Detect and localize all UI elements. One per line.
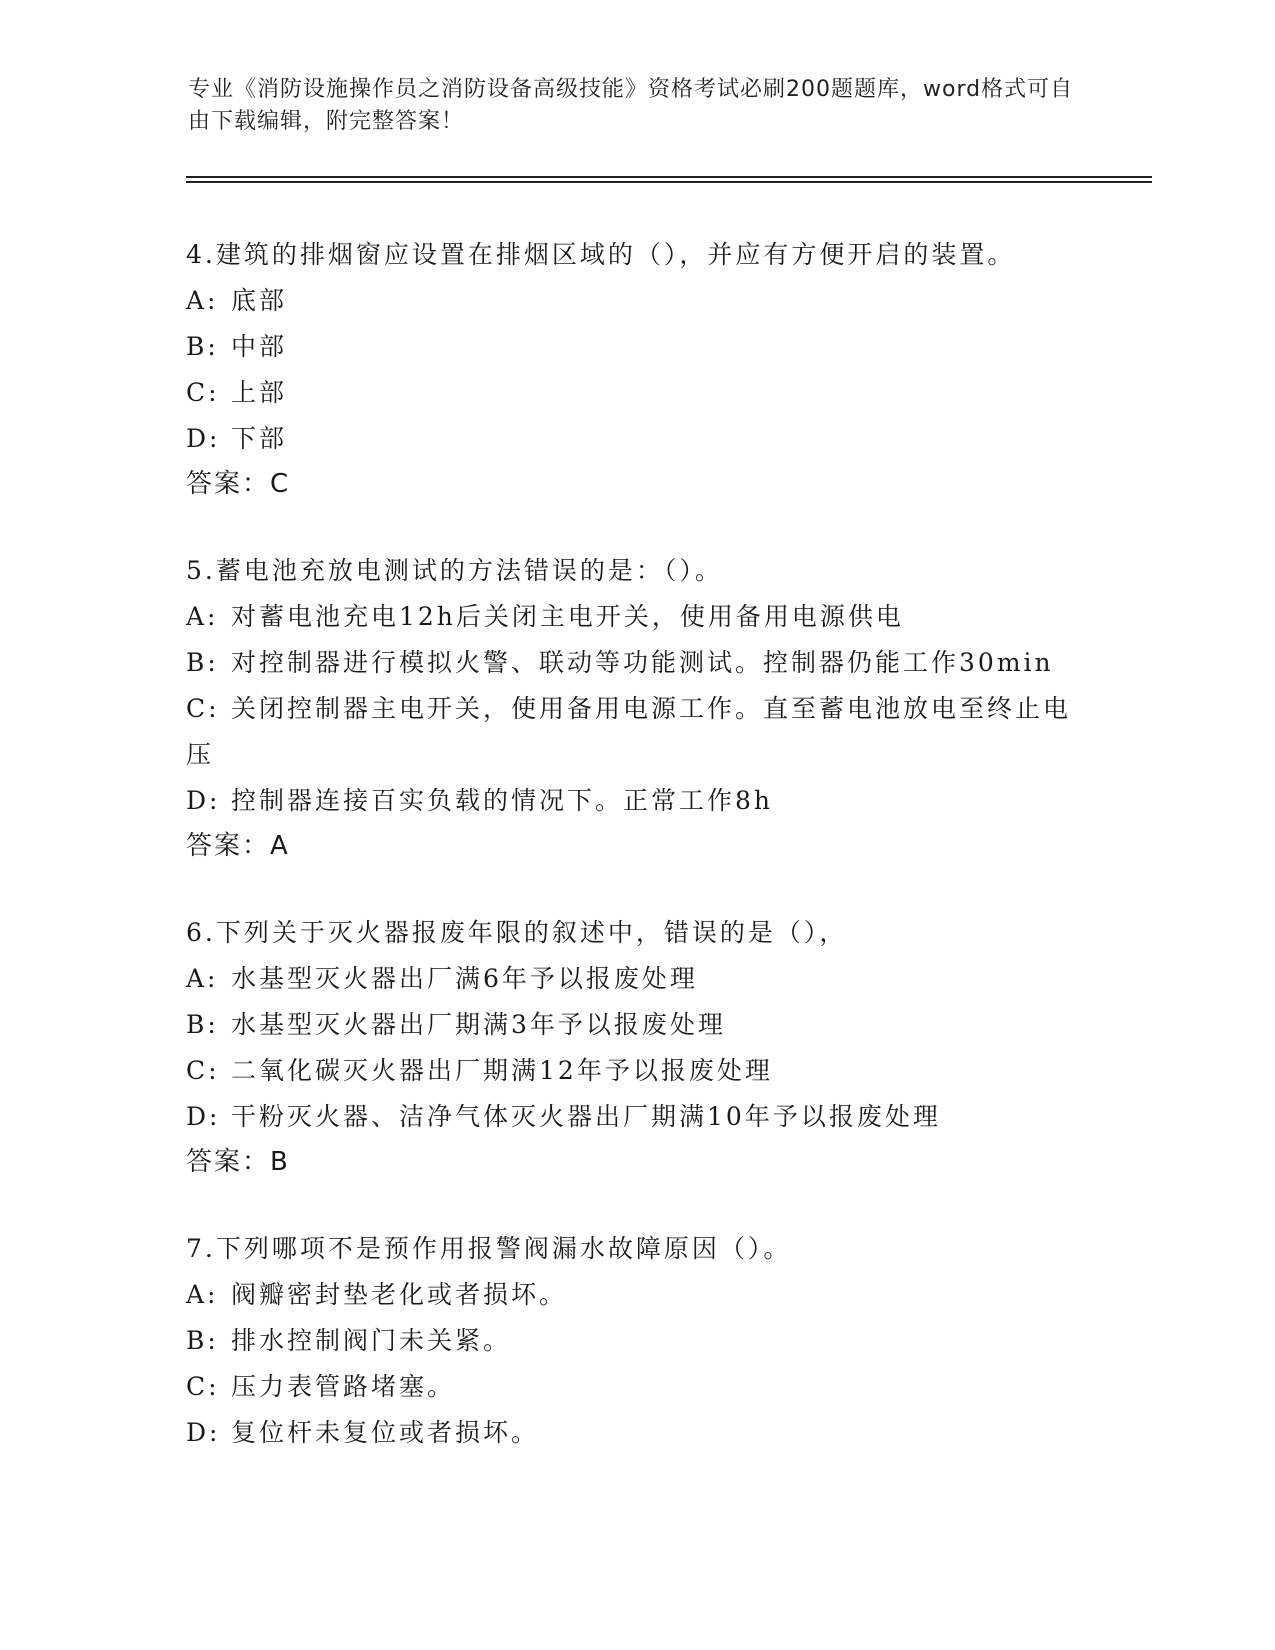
answer-label: 答案： bbox=[186, 831, 271, 861]
question-6 bbox=[186, 910, 1086, 1184]
option-letter: D: bbox=[186, 424, 221, 453]
option-text: 水基型灭火器出厂满6年予以报废处理 bbox=[231, 964, 698, 993]
question-7 bbox=[186, 1226, 1086, 1456]
option-letter: C: bbox=[186, 1056, 220, 1085]
option-text: 压力表管路堵塞。 bbox=[231, 1372, 456, 1401]
answer-line bbox=[186, 462, 1086, 506]
option-b bbox=[186, 640, 1086, 686]
question-stem: 5.蓄电池充放电测试的方法错误的是：（）。 bbox=[186, 556, 723, 585]
question-list bbox=[186, 232, 1086, 1498]
option-text: 复位杆未复位或者损坏。 bbox=[231, 1418, 540, 1447]
option-text: 阀瓣密封垫老化或者损坏。 bbox=[231, 1280, 568, 1309]
document-header: 专业《消防设施操作员之消防设备高级技能》资格考试必刷200题题库，word格式可自由下载编辑，附完整答案！ bbox=[188, 77, 1074, 134]
option-letter: D: bbox=[186, 1418, 221, 1447]
question-4 bbox=[186, 232, 1086, 506]
option-c bbox=[186, 686, 1086, 778]
option-letter: A: bbox=[186, 286, 219, 315]
option-text: 对控制器进行模拟火警、联动等功能测试。控制器仍能工作30min bbox=[231, 648, 1054, 677]
answer-label: 答案： bbox=[186, 469, 271, 499]
option-text: 二氧化碳灭火器出厂期满12年予以报废处理 bbox=[231, 1056, 773, 1085]
option-text: 上部 bbox=[231, 378, 288, 407]
option-d bbox=[186, 416, 1086, 462]
header-rule-top bbox=[186, 176, 1152, 178]
option-letter: B: bbox=[186, 332, 219, 361]
option-text: 关闭控制器主电开关，使用备用电源工作。直至蓄电池放电至终止电压 bbox=[186, 694, 1072, 769]
option-text: 排水控制阀门未关紧。 bbox=[231, 1326, 512, 1355]
option-b bbox=[186, 1002, 1086, 1048]
option-letter: A: bbox=[186, 602, 219, 631]
option-letter: B: bbox=[186, 648, 219, 677]
option-d bbox=[186, 1094, 1086, 1140]
option-c bbox=[186, 1048, 1086, 1094]
option-letter: C: bbox=[186, 694, 220, 723]
option-text: 底部 bbox=[231, 286, 288, 315]
answer-value: C bbox=[270, 469, 291, 499]
option-d bbox=[186, 1410, 1086, 1456]
answer-value: B bbox=[270, 1147, 290, 1177]
option-text: 中部 bbox=[231, 332, 288, 361]
option-a bbox=[186, 594, 1086, 640]
option-d bbox=[186, 778, 1086, 824]
option-b bbox=[186, 324, 1086, 370]
option-c bbox=[186, 1364, 1086, 1410]
option-letter: A: bbox=[186, 964, 219, 993]
option-b bbox=[186, 1318, 1086, 1364]
answer-value: A bbox=[270, 831, 290, 861]
option-letter: C: bbox=[186, 1372, 220, 1401]
option-letter: C: bbox=[186, 378, 220, 407]
option-letter: B: bbox=[186, 1326, 219, 1355]
header-rule-bottom bbox=[186, 181, 1152, 183]
answer-line bbox=[186, 824, 1086, 868]
option-text: 对蓄电池充电12h后关闭主电开关，使用备用电源供电 bbox=[231, 602, 904, 631]
option-text: 下部 bbox=[231, 424, 288, 453]
option-text: 水基型灭火器出厂期满3年予以报废处理 bbox=[231, 1010, 726, 1039]
option-a bbox=[186, 1272, 1086, 1318]
option-text: 干粉灭火器、洁净气体灭火器出厂期满10年予以报废处理 bbox=[231, 1102, 941, 1131]
answer-label: 答案： bbox=[186, 1147, 271, 1177]
option-text: 控制器连接百实负载的情况下。正常工作8h bbox=[231, 786, 774, 815]
answer-line bbox=[186, 1140, 1086, 1184]
option-a bbox=[186, 278, 1086, 324]
option-letter: D: bbox=[186, 786, 221, 815]
option-letter: B: bbox=[186, 1010, 219, 1039]
question-stem: 6.下列关于灭火器报废年限的叙述中，错误的是（）， bbox=[186, 918, 848, 947]
question-stem: 7.下列哪项不是预作用报警阀漏水故障原因（）。 bbox=[186, 1234, 792, 1263]
question-stem: 4.建筑的排烟窗应设置在排烟区域的（），并应有方便开启的装置。 bbox=[186, 240, 1016, 269]
option-letter: D: bbox=[186, 1102, 221, 1131]
option-a bbox=[186, 956, 1086, 1002]
option-letter: A: bbox=[186, 1280, 219, 1309]
question-5 bbox=[186, 548, 1086, 868]
option-c bbox=[186, 370, 1086, 416]
